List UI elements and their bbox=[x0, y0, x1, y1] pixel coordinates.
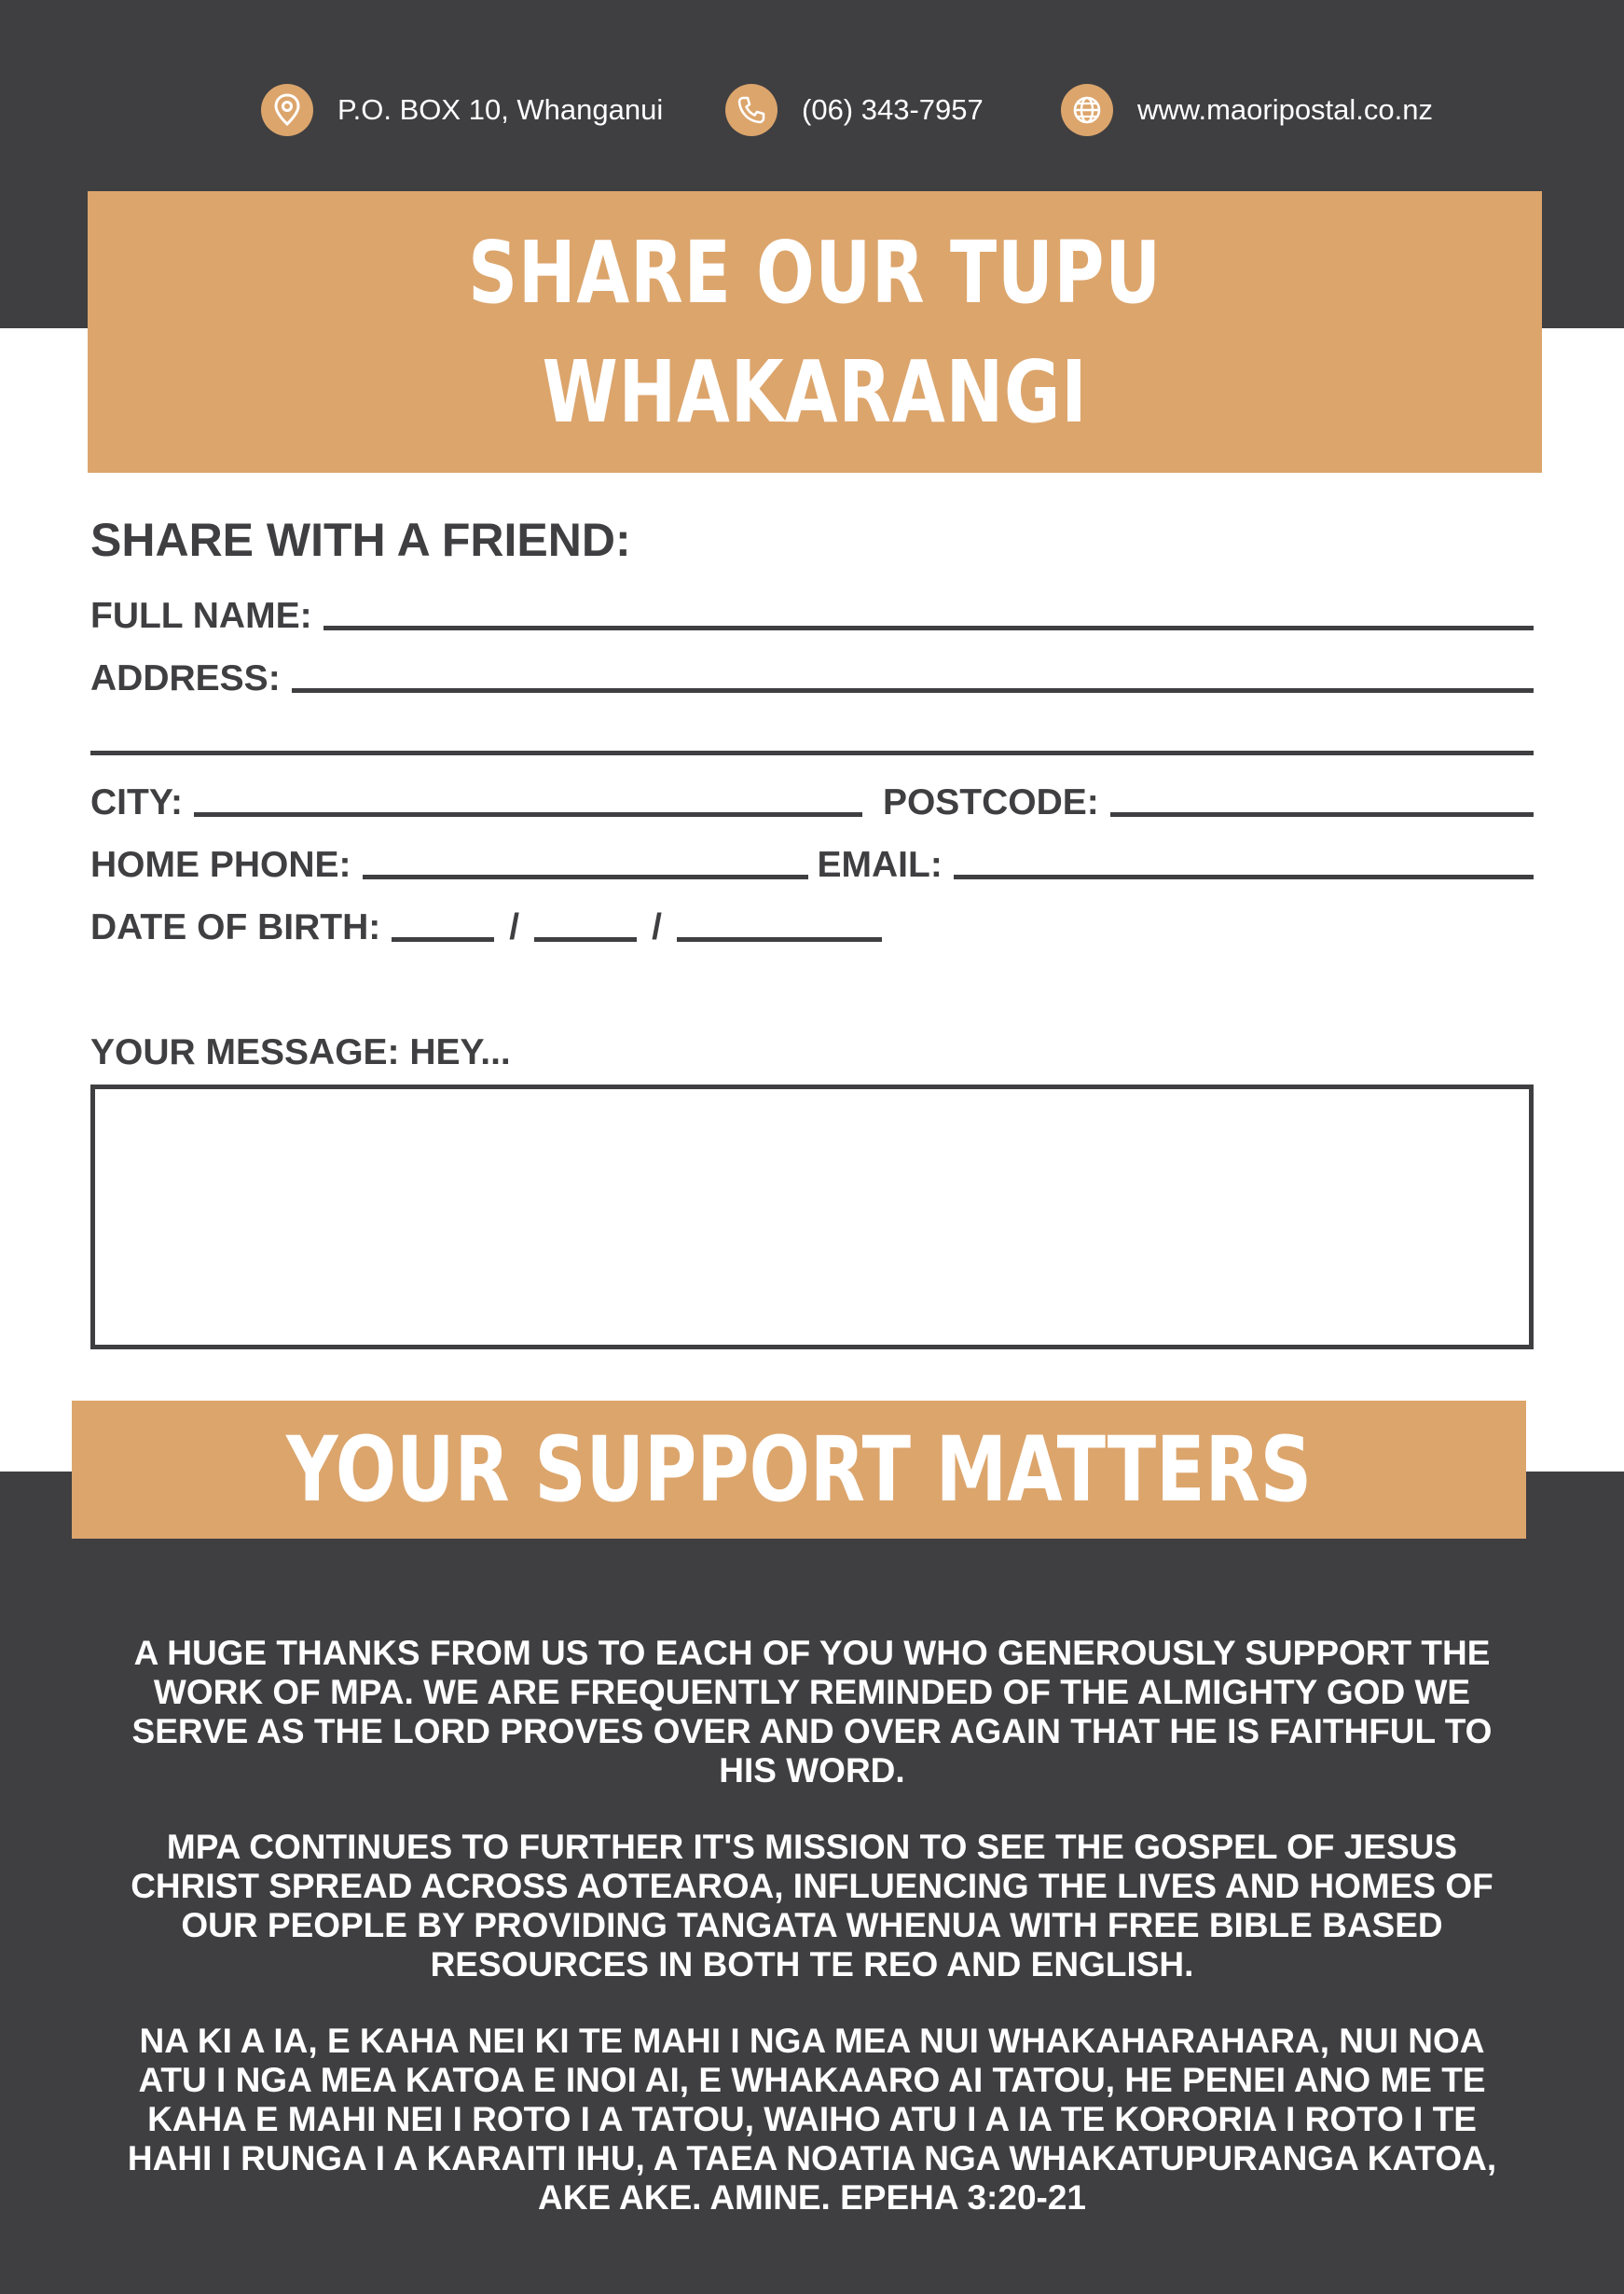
city-label: CITY: bbox=[90, 782, 183, 822]
dob-year-field[interactable] bbox=[677, 937, 882, 942]
location-pin-icon bbox=[261, 84, 313, 136]
support-banner bbox=[72, 1401, 1526, 1539]
phone-email-row bbox=[90, 836, 1534, 883]
dob-row bbox=[90, 899, 1534, 946]
message-box[interactable] bbox=[90, 1085, 1534, 1349]
phone-icon bbox=[725, 84, 778, 136]
globe-icon bbox=[1061, 84, 1113, 136]
postcode-label: POSTCODE: bbox=[882, 782, 1099, 822]
dob-day-field[interactable] bbox=[392, 937, 494, 942]
contact-phone bbox=[725, 84, 984, 136]
dob-label: DATE OF BIRTH: bbox=[90, 907, 381, 947]
form-title: SHARE WITH A FRIEND: bbox=[90, 514, 631, 566]
full-name-row bbox=[90, 587, 1534, 634]
dob-separator: / bbox=[509, 907, 520, 947]
address-row bbox=[90, 650, 1534, 697]
dob-separator: / bbox=[652, 907, 662, 947]
email-field[interactable] bbox=[954, 875, 1534, 879]
address-line2-row bbox=[90, 712, 1534, 759]
dob-month-field[interactable] bbox=[534, 937, 637, 942]
message-label: YOUR MESSAGE: HEY... bbox=[90, 1032, 511, 1072]
support-paragraph-3: NA KI A IA, E KAHA NEI KI TE MAHI I NGA MEA NUI WHAKAHARAHARA, NUI NOA ATU I NGA MEA KATOA E INOI AI, E WHAKAARO AI TATOU, HE PENEI ANO ME TE KAHA E MAHI NEI I ROTO I A TATOU, WAIHO ATU I A IA TE KORORIA I ROTO I TE HAHI I RUNGA I A KARAITI IHU, A TAEA NOATIA NGA WHAKATUPURANGA KATOA, AKE AKE. AMINE. EPEHA 3:20-21 bbox=[127, 2022, 1497, 2217]
message-label-row bbox=[90, 1024, 1534, 1071]
contact-website bbox=[1061, 84, 1433, 136]
contact-website-text: www.maoripostal.co.nz bbox=[1137, 93, 1434, 126]
support-paragraph-1: A HUGE THANKS FROM US TO EACH OF YOU WHO GENEROUSLY SUPPORT THE WORK OF MPA. WE ARE FREQUENTLY REMINDED OF THE ALMIGHTY GOD WE SERVE AS THE LORD PROVES OVER AND OVER AGAIN THAT HE IS FAITHFUL TO HIS WORD. bbox=[131, 1634, 1493, 1790]
email-label: EMAIL: bbox=[817, 845, 943, 885]
postcode-field[interactable] bbox=[1110, 812, 1534, 817]
contact-address bbox=[261, 84, 663, 136]
contact-bar bbox=[0, 84, 1624, 136]
address-line2-field[interactable] bbox=[90, 751, 1534, 755]
support-banner-title: YOUR SUPPORT MATTERS bbox=[285, 1417, 1313, 1522]
contact-phone-text: (06) 343-7957 bbox=[802, 93, 984, 126]
city-field[interactable] bbox=[194, 812, 862, 817]
full-name-label: FULL NAME: bbox=[90, 596, 312, 636]
home-phone-label: HOME PHONE: bbox=[90, 845, 351, 885]
header-banner-line2: WITH A FRIEND bbox=[513, 462, 1117, 561]
address-label: ADDRESS: bbox=[90, 658, 281, 698]
home-phone-field[interactable] bbox=[363, 875, 808, 879]
contact-address-text: P.O. BOX 10, Whanganui bbox=[337, 93, 664, 126]
address-field[interactable] bbox=[292, 688, 1534, 693]
support-paragraph-2: MPA CONTINUES TO FURTHER IT'S MISSION TO SEE THE GOSPEL OF JESUS CHRIST SPREAD ACROSS AOTEAROA, INFLUENCING THE LIVES AND HOMES OF OUR PEOPLE BY PROVIDING TANGATA WHENUA WITH FREE BIBLE BASED RESOURCES IN BOTH TE REO AND ENGLISH. bbox=[131, 1828, 1493, 1983]
city-postcode-row bbox=[90, 774, 1534, 821]
full-name-field[interactable] bbox=[323, 626, 1534, 630]
header-banner-line1: SHARE OUR TUPU WHAKARANGI bbox=[468, 223, 1162, 442]
